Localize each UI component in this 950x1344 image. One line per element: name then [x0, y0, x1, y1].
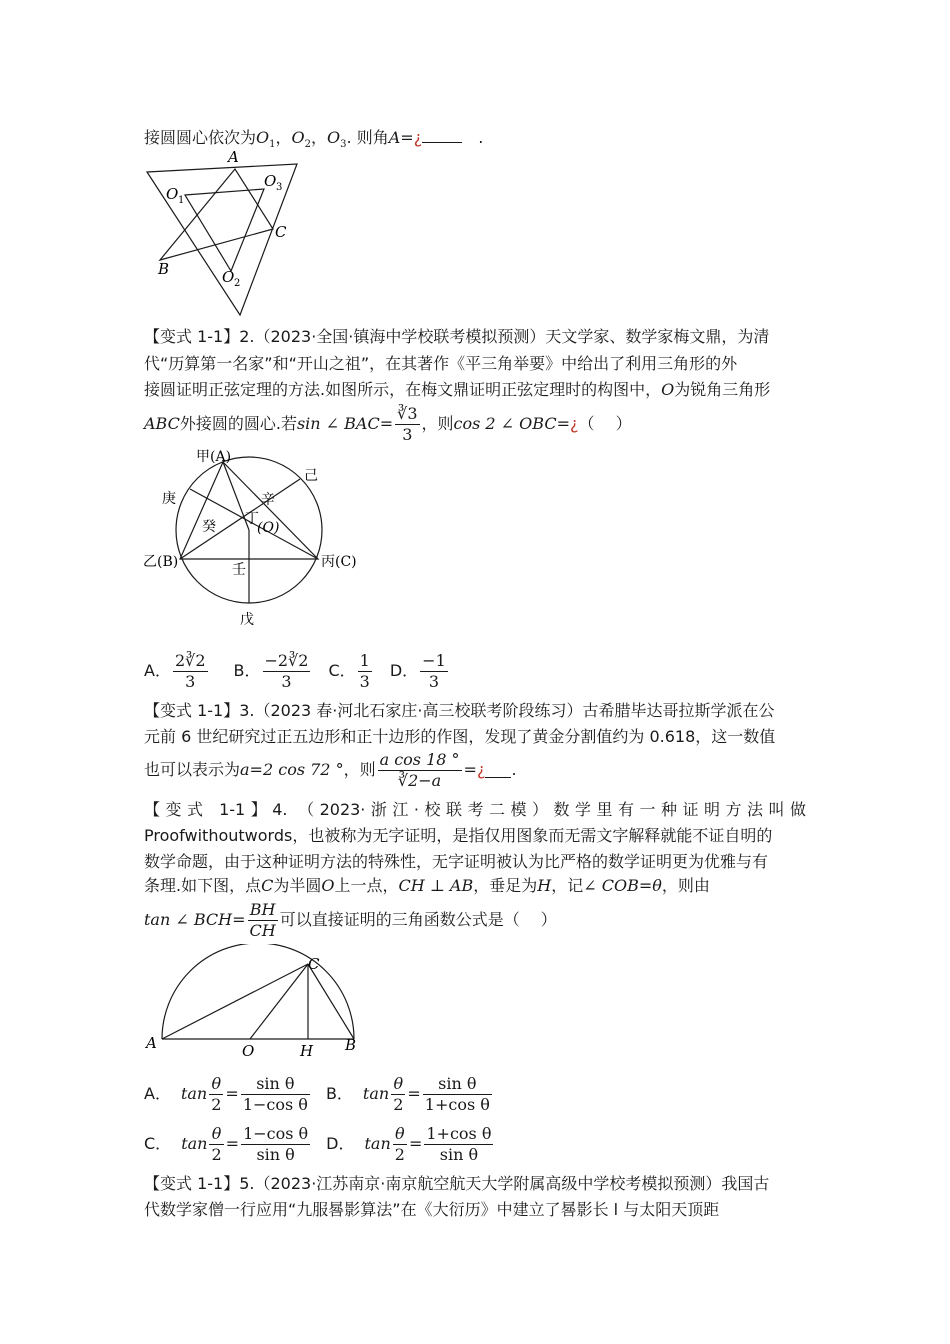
label-A: A	[146, 1034, 157, 1052]
option-C[interactable]: C． $\frac{1}{3}$	[328, 650, 370, 691]
label-wu: 戊	[240, 612, 254, 628]
answer-blank	[485, 763, 511, 778]
blank-marker: ¿	[413, 128, 423, 147]
problem-2-line-2: 代“历算第一名家”和“开山之祖”，在其著作《平三角举要》中给出了利用三角形的外	[144, 354, 738, 373]
label-B: B	[345, 1036, 357, 1054]
label-O3: O	[264, 172, 277, 190]
problem-5-line-1: 【变式 1-1】5.（2023·江苏南京·南京航空航天大学附属高级中学校考模拟预测）我国古	[144, 1174, 770, 1193]
figure-semicircle	[140, 944, 370, 1064]
problem-3-line-3: 也可以表示为 a=2 cos 72 ° ，则 $\frac{\text{a cos 18 °}}{∛2-a}$ = ¿ .	[144, 749, 517, 790]
label-ding: 丁	[245, 511, 259, 527]
option-D[interactable]: D． $\frac{-1}{3}$	[389, 650, 446, 691]
option-A[interactable]: A． tan $\frac{\theta}{2}$ = $\frac{\text{sin θ}}{\text{1−cos θ}}$	[144, 1073, 308, 1114]
problem-4-line-5: tan ∠ BCH = $\frac{BH}{CH}$ 可以直接证明的三角函数公式是（ ）	[144, 899, 557, 940]
label-ji: 己	[304, 468, 318, 484]
label-geng: 庚	[162, 491, 176, 507]
figure-triangles	[140, 148, 310, 318]
option-B[interactable]: B． tan $\frac{\theta}{2}$ = $\frac{\text{sin θ}}{\text{1+cos θ}}$	[325, 1073, 490, 1114]
chord-AC	[162, 964, 308, 1039]
label-bing: 丙(C)	[321, 554, 357, 570]
label-H: H	[300, 1042, 314, 1060]
svg-text:1: 1	[178, 195, 185, 206]
label-O: (O)	[257, 520, 280, 536]
svg-text:3: 3	[276, 182, 283, 193]
label-C: C	[275, 223, 287, 241]
label-B: B	[158, 260, 170, 278]
fraction-golden: $\frac{\text{a cos 18 °}}{∛2-a}$	[379, 749, 460, 790]
fraction-sqrt3-over-3: $\frac{∛3}{3}$	[397, 403, 418, 444]
problem-2-line-4: ABC 外接圆的圆心.若 sin ∠ BAC = $\frac{∛3}{3}$ ，则 cos 2 ∠ OBC = ¿ （ ）	[144, 403, 632, 444]
radius-OC	[250, 964, 308, 1039]
problem-4-line-4: 条理.如下图，点C为半圆O上一点，CH ⊥ AB，垂足为H，记∠ COB=θ，则由	[144, 876, 710, 895]
label-gui: 癸	[202, 519, 216, 535]
option-C[interactable]: C． tan $\frac{\theta}{2}$ = $\frac{\text{1−cos θ}}{\text{sin θ}}$	[144, 1123, 309, 1164]
figure-circle-triangle	[140, 444, 380, 634]
label-C: C	[308, 955, 320, 973]
problem-5-line-2: 代数学家僧一行应用“九服晷影算法”在《大衍历》中建立了晷影长 l 与太阳天顶距	[144, 1200, 720, 1219]
label-yi: 乙(B)	[143, 554, 179, 570]
problem-3-line-1: 【变式 1-1】3.（2023 春·河北石家庄·高三校联考阶段练习）古希腊毕达哥拉斯学派在公	[144, 701, 775, 720]
problem-4-line-3: 数学命题，由于这种证明方法的特殊性，无字证明被认为比严格的数学证明更为优雅与有	[144, 852, 769, 871]
problem-4-line-2: Proofwithoutwords，也被称为无字证明，是指仅用图象而无需文字解释就能不证自明的	[144, 826, 773, 845]
label-ren: 壬	[232, 562, 246, 578]
problem-2-line-1: 【变式 1-1】2.（2023·全国·镇海中学校联考模拟预测）天文学家、数学家梅文鼎，为清	[144, 327, 770, 346]
option-A[interactable]: A． $\frac{2∛2}{3}$	[144, 650, 206, 691]
problem-2-line-3: 接圆证明正弦定理的方法.如图所示，在梅文鼎证明正弦定理时的构图中，O为锐角三角形	[144, 380, 771, 399]
label-O: O	[242, 1042, 255, 1060]
triangle-o1o2o3	[185, 189, 264, 271]
label-A: A	[228, 148, 239, 166]
problem-3-line-2: 元前 6 世纪研究过正五边形和正十边形的作图，发现了黄金分割值约为 0.618，这一数值	[144, 727, 776, 746]
label-xin: 辛	[261, 492, 275, 508]
chord-CB	[308, 964, 354, 1039]
label-O2: O	[222, 268, 235, 286]
label-O1: O	[166, 185, 179, 203]
problem-4-options-row-2	[144, 1120, 495, 1168]
option-B[interactable]: B． $\frac{-2∛2}{3}$	[233, 650, 309, 691]
problem-2-options	[144, 646, 450, 696]
svg-text:2: 2	[234, 278, 241, 289]
problem-4-options-row-1	[144, 1070, 494, 1118]
answer-blank	[422, 128, 462, 143]
intro-line: 接圆圆心依次为$O_1$，$O_2$，$O_3$. 则角A=¿ .	[144, 128, 484, 151]
problem-4-line-1: 【变式 1-1】4. （2023·浙江·校联考二模）数学里有一种证明方法叫做	[144, 800, 806, 819]
option-D[interactable]: D． tan $\frac{\theta}{2}$ = $\frac{\text{1+cos θ}}{\text{sin θ}}$	[326, 1123, 492, 1164]
fraction-bh-ch: $\frac{BH}{CH}$	[249, 899, 276, 940]
label-jia: 甲(A)	[196, 449, 232, 465]
